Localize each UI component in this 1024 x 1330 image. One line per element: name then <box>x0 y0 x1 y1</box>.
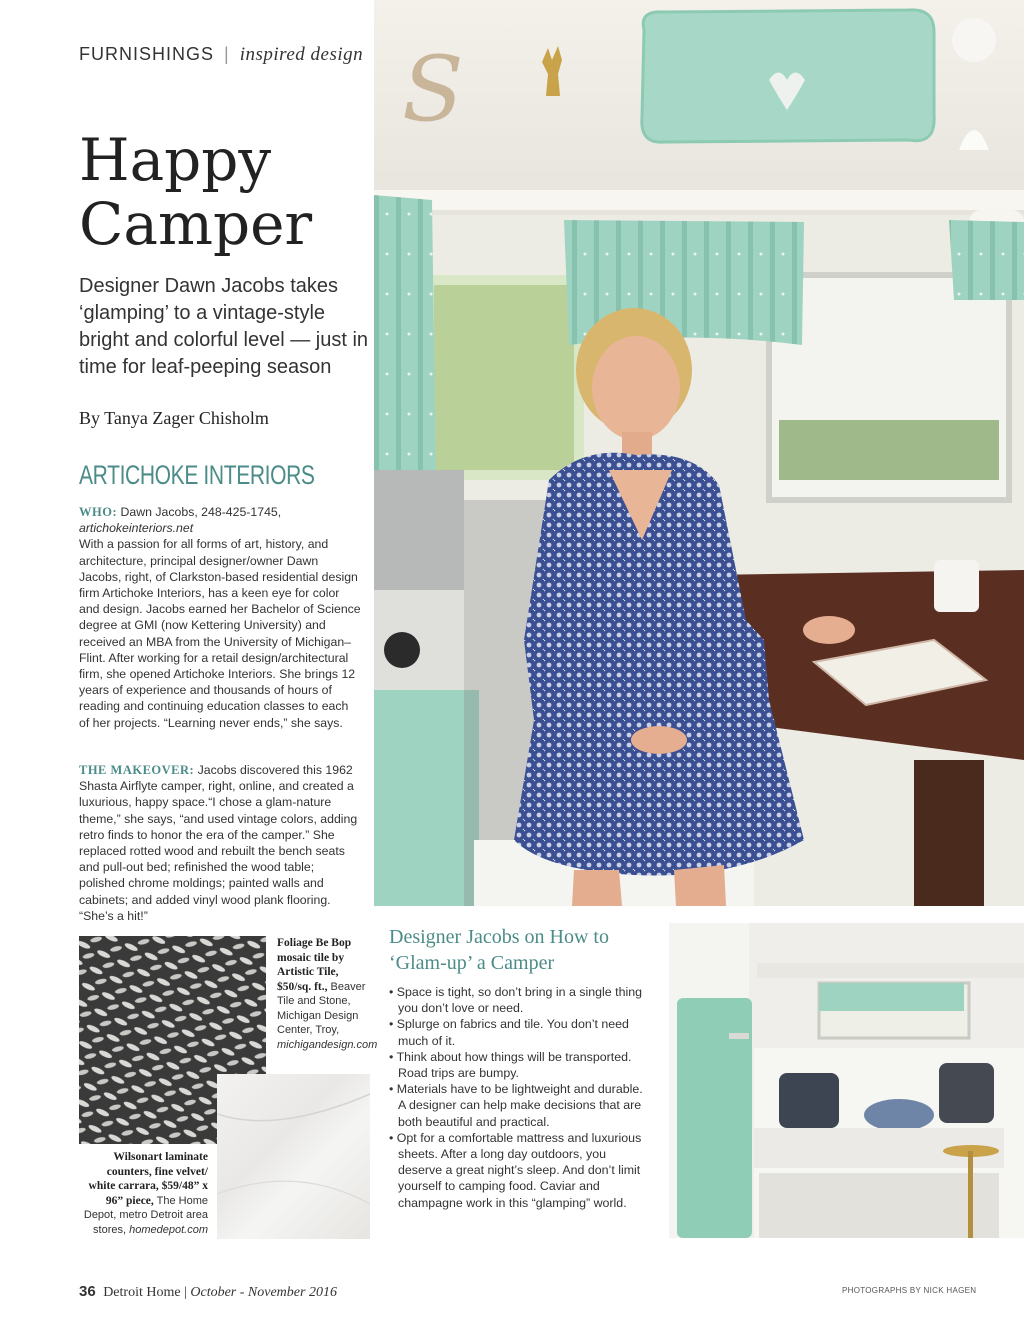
camper-bed-photo <box>669 923 1024 1238</box>
makeover-body: Jacobs discovered this 1962 Shasta Airflyte camper, right, online, and created a luxurious, happy space.“I chose a glam-nature theme,” she says, “and used vintage colors, adding retro finds to honor the era of the camper.” She replaced rotted wood and rebuilt the bench seats and pull-out bed; refinished the wood table; polished chrome moldings; painted walls and cabinets; and added vinyl wood plank flooring. “She’s a hit!” <box>79 763 358 923</box>
tip-item: • Splurge on fabrics and tile. You don’t need much of it. <box>389 1016 651 1048</box>
byline: By Tanya Zager Chisholm <box>79 408 269 428</box>
who-paragraph <box>79 504 361 731</box>
main-camper-photo <box>374 0 1024 906</box>
counter-caption <box>79 1150 208 1237</box>
issue-date: October - November 2016 <box>190 1285 337 1300</box>
tip-item: • Materials have to be lightweight and durable. A designer can help make decisions that are both beautiful and practical. <box>389 1081 651 1130</box>
page-number: 36 <box>79 1283 96 1300</box>
title-line-2: Camper <box>79 190 313 258</box>
tip-item: • Opt for a comfortable mattress and luxurious sheets. After a long day outdoors, you deserve a great night’s sleep. And don’t limit yourself to camping food. Caviar and champagne work in this “glamping” world. <box>389 1130 651 1211</box>
company-heading: ARTICHOKE INTERIORS <box>79 460 315 490</box>
folio-separator: | <box>184 1285 187 1300</box>
tip-item: • Think about how things will be transported. Road trips are bumpy. <box>389 1049 651 1081</box>
section-separator: | <box>224 44 230 64</box>
tip-item: • Space is tight, so don’t bring in a single thing you don’t love or need. <box>389 984 651 1016</box>
who-contact: Dawn Jacobs, 248-425-1745, <box>117 505 282 519</box>
marble-counter-swatch <box>217 1074 370 1239</box>
who-body: With a passion for all forms of art, history, and architecture, principal designer/owner Dawn Jacobs, right, of Clarkston-based residential design firm Artichoke Interiors, has a keen eye for color and design. Jacobs earned her Bachelor of Science degree at GMI (now Kettering University) and received an MBA from the University of Michigan–Flint. After working for a retail design/architectural firm, she opened Artichoke Interiors. She brings 12 years of experience and thousands of hours of reading and continuing education classes to each of her projects. “Learning never ends,” she says. <box>79 537 361 730</box>
tile-caption-site[interactable]: michigandesign.com <box>277 1038 378 1051</box>
tile-caption <box>277 936 378 1052</box>
tile-caption-name: Foliage Be Bop mosaic tile by Artistic Tile, $50/sq. ft., <box>277 937 352 993</box>
section-name: FURNISHINGS <box>79 44 215 64</box>
who-label: WHO: <box>79 505 118 519</box>
svg-text:S: S <box>402 37 464 142</box>
counter-caption-where: The Home Depot, metro Detroit area stores, <box>83 1194 208 1236</box>
page-folio <box>79 1283 337 1301</box>
article-title <box>79 128 369 256</box>
makeover-paragraph <box>79 762 361 924</box>
section-header <box>79 44 363 66</box>
title-line-1: Happy <box>79 126 272 194</box>
camper-interior-image <box>374 0 1024 906</box>
tips-heading: Designer Jacobs on How to ‘Glam-up’ a Camper <box>389 926 609 974</box>
tips-list <box>389 984 651 1211</box>
website-link[interactable]: artichokeinteriors.net <box>79 521 194 536</box>
counter-caption-site[interactable]: homedepot.com <box>129 1223 208 1236</box>
makeover-label: THE MAKEOVER: <box>79 763 195 777</box>
article-dek: Designer Dawn Jacobs takes ‘glamping’ to a vintage-style bright and colorful level — just in time for leaf-peeping season <box>79 275 369 378</box>
tile-caption-where: Beaver Tile and Stone, Michigan Design Center, Troy, <box>277 980 366 1036</box>
magazine-name: Detroit Home <box>103 1285 181 1300</box>
subsection-name: inspired design <box>239 44 364 65</box>
counter-caption-name: Wilsonart laminate counters, fine velvet/ white carrara, $59/48” x 96” piece, <box>88 1151 208 1207</box>
photo-credit: PHOTOGRAPHS BY NICK HAGEN <box>842 1286 977 1295</box>
marble-image <box>217 1074 370 1239</box>
bed-nook-image <box>669 923 1024 1238</box>
